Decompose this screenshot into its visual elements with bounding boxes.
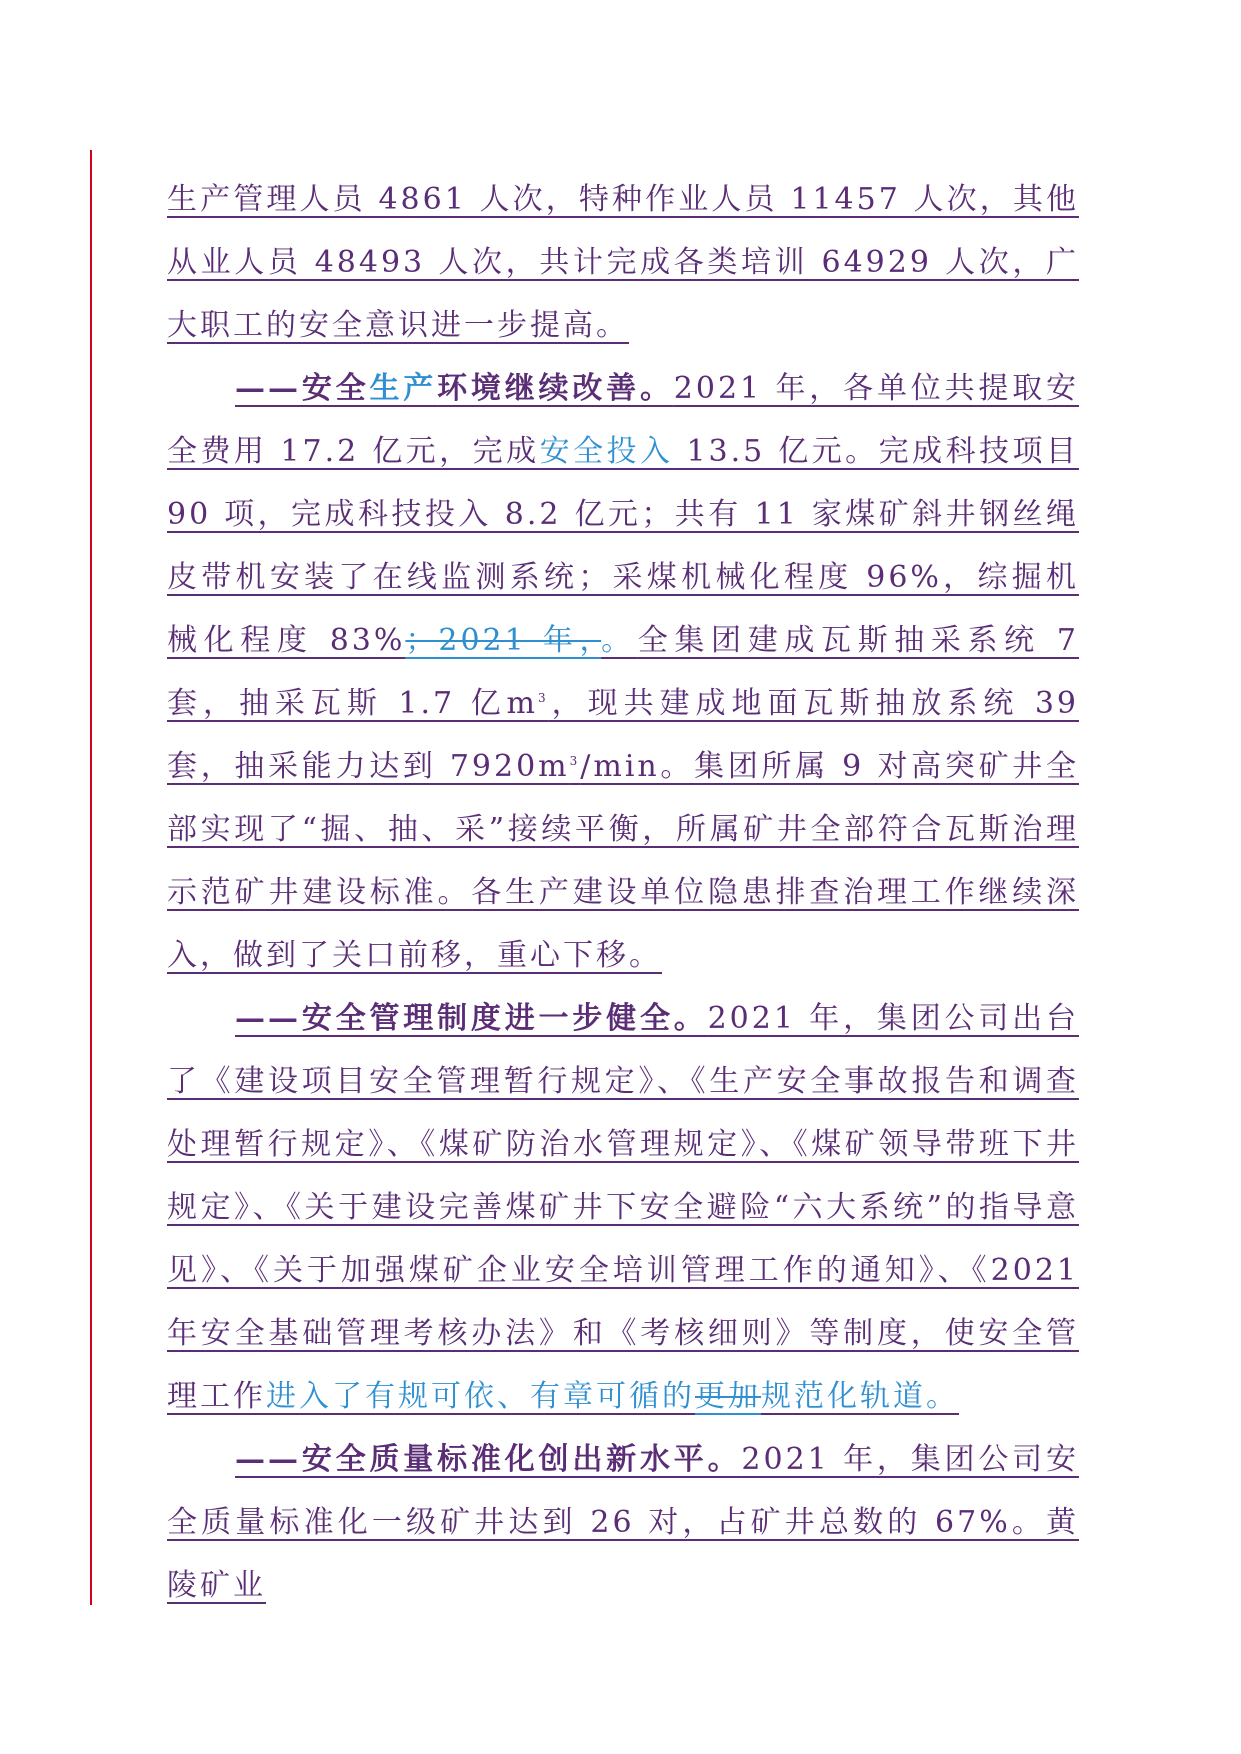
inserted-text: 进入了有规可依、有章可循的 (266, 1379, 695, 1414)
body-text: ，现共建成地面瓦斯抽放系统 39 套，抽采能力达到 7920m (167, 686, 1079, 784)
body-text: 13.5 亿元。完成科技项目 90 项，完成科技投入 8.2 亿元；共有 11 家煤矿斜井钢丝绳皮带机安装了在线监测系统；采煤机械化程度 96%，综掘机械化程度 83% (167, 434, 1079, 658)
lead-heading-end: 环境继续改善。 (437, 371, 674, 406)
inserted-text: 安全投入 (539, 434, 674, 469)
deleted-text: 更加 (695, 1379, 761, 1414)
body-text: /min。集团所属 9 对高突矿井全部实现了“掘、抽、采”接续平衡，所属矿井全部符合瓦斯治理示范矿井建设标准。各生产建设单位隐患排查治理工作继续深入，做到了关口前移，重心下移。 (167, 749, 1079, 973)
superscript: 3 (569, 754, 581, 768)
lead-heading: ——安全质量标准化创出新水平。 (235, 1442, 742, 1477)
body-text: 规范化 (761, 1379, 860, 1414)
inserted-text: 轨道。 (860, 1379, 959, 1414)
lead-heading: ——安全管理制度进一步健全。 (235, 1001, 708, 1036)
revision-bar (90, 150, 92, 1605)
paragraph-regulations (167, 987, 1079, 1428)
paragraph-standardization (167, 1428, 1079, 1617)
superscript: 3 (538, 691, 549, 705)
body-text: 2021 年，各单位共提取安全费用 17.2 亿元，完成 (167, 371, 1080, 469)
body-text: 2021 年，集团公司出台了《建设项目安全管理暂行规定》、《生产安全事故报告和调查处理暂行规定》、《煤矿防治水管理规定》、《煤矿领导带班下井规定》、《关于建设完善煤矿井下安全避险“六大系统”的指导意见》、《关于加强煤矿企业安全培训管理工作的通知》、《2021 年安全基础管理考核办法》和《考核细则》等制度，使安全管理工作 (167, 1001, 1079, 1414)
body-text: 2021 年，集团公司安全质量标准化一级矿井达到 26 对，占矿井总数的 67%。黄陵矿业 (167, 1442, 1079, 1603)
body-text: 全集团建成瓦斯抽采系统 7 套，抽采瓦斯 1.7 亿m (167, 623, 1080, 721)
document-body (167, 168, 1079, 1617)
paragraph-environment (167, 357, 1079, 987)
lead-heading: ——安全 (235, 371, 370, 406)
inserted-text: 。 (601, 623, 638, 658)
deleted-text: ；2021 年， (405, 623, 602, 658)
inserted-text: 生产 (369, 371, 438, 406)
paragraph-training: 生产管理人员 4861 人次，特种作业人员 11457 人次，其他从业人员 48493 人次，共计完成各类培训 64929 人次，广大职工的安全意识进一步提高。 (167, 182, 1079, 343)
